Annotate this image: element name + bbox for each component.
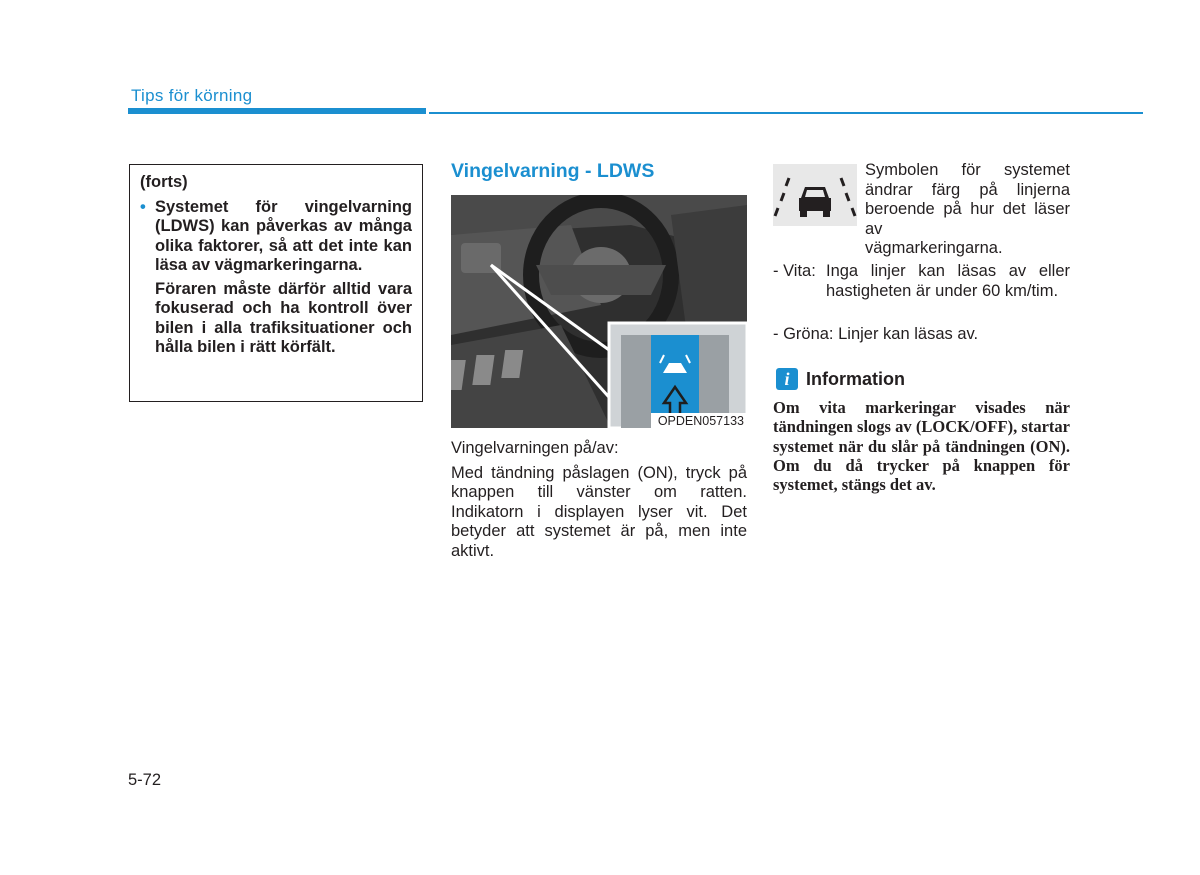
- note-bullet-item: [140, 198, 412, 276]
- dashboard-photo: [451, 195, 747, 428]
- caution-note-box: [129, 164, 423, 402]
- bullet-icon: •: [140, 197, 146, 216]
- header-rule-thin: [429, 112, 1143, 114]
- symbol-text-last: vägmarkeringarna.: [865, 239, 1003, 257]
- symbol-text-main: Symbolen för systemet ändrar färg på linjerna beroende på hur det läser av: [865, 161, 1070, 238]
- ldws-instructions: [451, 439, 747, 566]
- ldws-paragraph: Med tändning påslagen (ON), tryck på knappen till vänster om ratten. Indikatorn i displayen lyser vit. Det betyder att systemet är på, men inte aktivt.: [451, 463, 747, 560]
- note-continued-label: (forts): [140, 173, 188, 191]
- information-title: Information: [806, 368, 905, 389]
- note-bullet-continuation: Föraren måste därför alltid vara fokuserad och ha kontroll över bilen i alla trafiksituationer och hålla bilen i rätt körfält.: [155, 279, 412, 356]
- lane-departure-icon: [773, 164, 857, 226]
- chapter-title: Tips för körning: [131, 86, 253, 105]
- vita-label: - Vita:: [773, 262, 816, 280]
- dashboard-illustration: [451, 195, 747, 428]
- section-heading: Vingelvarning - LDWS: [451, 160, 655, 182]
- symbol-description: [865, 161, 1070, 259]
- note-bullet-text: Systemet för vingelvarning (LDWS) kan påverkas av många olika faktorer, så att det inte kan läsa av vägmarkeringarna.: [155, 197, 412, 274]
- image-code-label: OPDEN057133: [651, 413, 747, 428]
- header-rule-thick: [128, 108, 426, 114]
- caption-text: Vingelvarningen på/av:: [451, 439, 619, 457]
- grona-item: - Gröna: Linjer kan läsas av.: [773, 325, 979, 343]
- information-heading: [776, 368, 905, 390]
- page-number: 5-72: [128, 771, 162, 789]
- vita-item: [773, 262, 1070, 301]
- information-body: Om vita markeringar visades när tändningen slogs av (LOCK/OFF), startar systemet när du slår på tändningen (ON). Om du då trycker på knappen för systemet, stängs det av.: [773, 398, 1070, 495]
- vita-text: Inga linjer kan läsas av eller hastigheten är under 60 km/tim.: [826, 262, 1070, 300]
- info-icon: i: [776, 368, 798, 390]
